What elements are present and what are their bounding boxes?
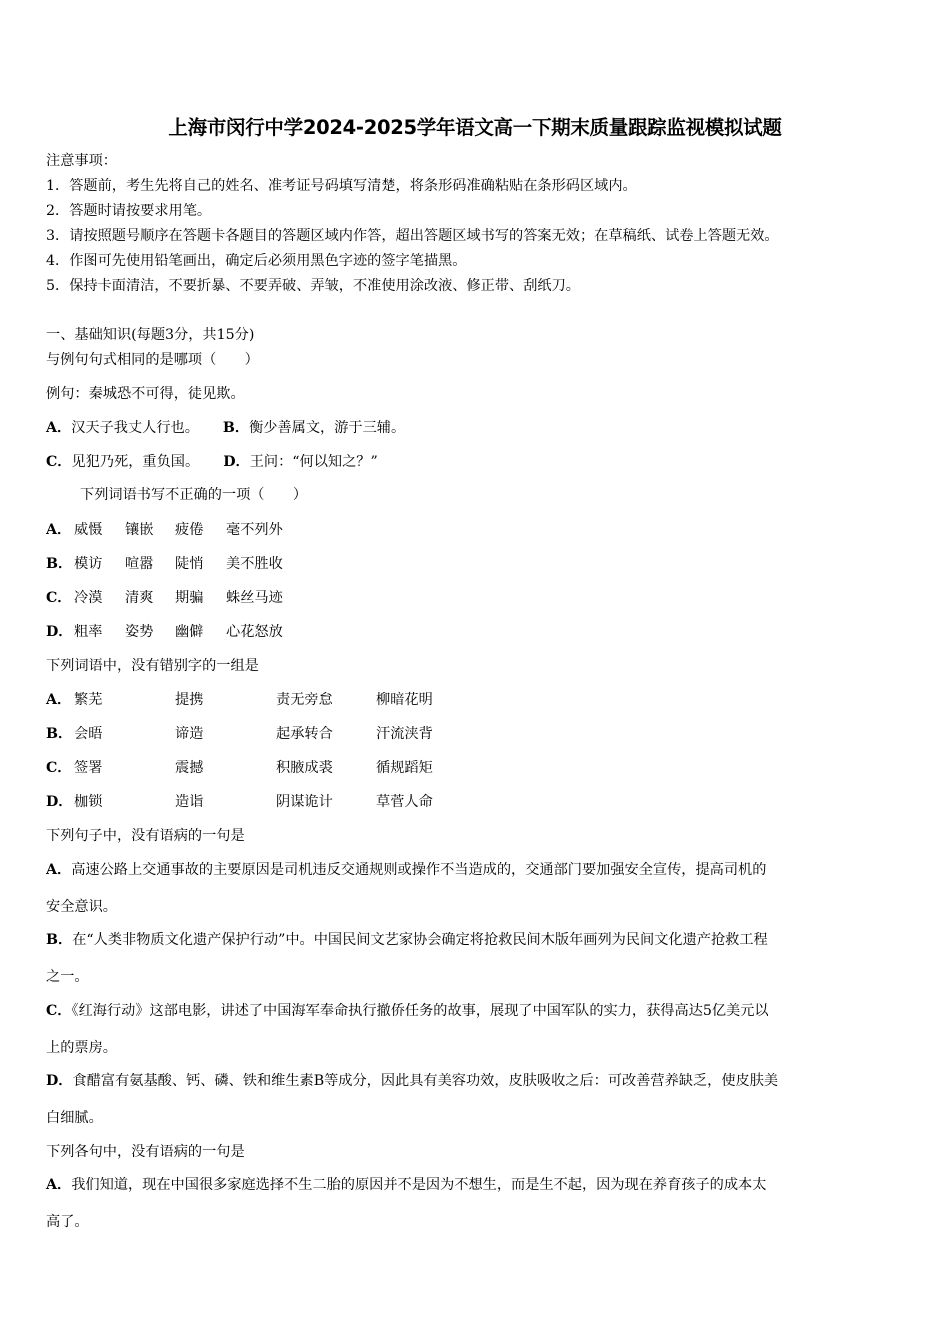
word-option-row xyxy=(46,727,926,745)
question-option-row xyxy=(46,421,405,435)
option-word: 谛造 xyxy=(175,726,204,742)
option-word: 责无旁怠 xyxy=(276,692,333,708)
word-option-row xyxy=(46,557,926,575)
option-line: 高了。 xyxy=(46,1214,89,1230)
option-text: 汉天子我丈人行也。 xyxy=(71,420,199,436)
section-heading: 一、基础知识(每题3分，共15分) xyxy=(46,327,255,343)
word-option-row xyxy=(46,693,926,711)
option-label: C． xyxy=(46,454,72,470)
word-option-row xyxy=(46,625,926,643)
notice-item: 5．保持卡面清洁，不要折暴、不要弄破、弄皱，不准使用涂改液、修正带、刮纸刀。 xyxy=(46,278,580,294)
option-label: B． xyxy=(46,932,73,948)
question-stem: 下列各句中，没有语病的一句是 xyxy=(46,1144,245,1160)
option-text: 我们知道，现在中国很多家庭选择不生二胎的原因并不是因为不想生，而是生不起，因为现在养育孩子的成本太 xyxy=(71,1177,767,1193)
option-word: 喧嚣 xyxy=(125,556,154,572)
option-label: D． xyxy=(46,1073,73,1089)
option-word: 陡悄 xyxy=(175,556,204,572)
option-text: 在“人类非物质文化遗产保护行动”中。中国民间文艺家协会确定将抢救民间木版年画列为民间文化遗产抢救工程 xyxy=(72,932,768,948)
option-line: 之一。 xyxy=(46,969,89,985)
option-label: C． xyxy=(46,1003,72,1019)
option-word: 期骗 xyxy=(175,590,204,606)
option-word: 姿势 xyxy=(125,624,154,640)
word-option-row xyxy=(46,795,926,813)
notice-item: 2．答题时请按要求用笔。 xyxy=(46,203,212,219)
option-line: 上的票房。 xyxy=(46,1040,117,1056)
option-label: B． xyxy=(46,556,73,572)
notice-item: 4．作图可先使用铅笔画出，确定后必须用黑色字迹的签字笔描黑。 xyxy=(46,253,467,269)
option-label: B． xyxy=(222,420,250,436)
notice-item: 3．请按照题号顺序在答题卡各题目的答题区域内作答，超出答题区域书写的答案无效；在草稿纸、试卷上答题无效。 xyxy=(46,228,779,244)
option-line xyxy=(46,1178,766,1192)
option-word: 会晤 xyxy=(74,726,103,742)
option-word: 威慑 xyxy=(74,522,103,538)
option-label: A． xyxy=(46,862,72,878)
option-label: D． xyxy=(223,454,250,470)
option-word: 毫不列外 xyxy=(226,522,283,538)
option-word: 模访 xyxy=(74,556,103,572)
option-word: 心花怒放 xyxy=(226,624,283,640)
option-word: 冷漠 xyxy=(74,590,103,606)
option-line xyxy=(46,863,766,877)
option-text: 《红海行动》这部电影，讲述了中国海军奉命执行撤侨任务的故事，展现了中国军队的实力，获得高达5亿美元以 xyxy=(71,1003,769,1019)
option-word: 签署 xyxy=(74,760,103,776)
option-label: A． xyxy=(46,420,72,436)
option-line: 白细腻。 xyxy=(46,1110,103,1126)
option-word: 提携 xyxy=(175,692,204,708)
option-line xyxy=(46,1004,769,1018)
option-label: A． xyxy=(46,1177,72,1193)
option-word: 柳暗花明 xyxy=(376,692,433,708)
option-label: D． xyxy=(46,624,73,640)
option-label: D． xyxy=(46,794,73,810)
option-label: A． xyxy=(46,522,72,538)
option-label: C． xyxy=(46,590,72,606)
option-text: 衡少善属文，游于三辅。 xyxy=(249,420,406,436)
question-stem: 下列词语书写不正确的一项（ ） xyxy=(80,487,308,503)
option-word: 幽僻 xyxy=(175,624,204,640)
option-word: 造诣 xyxy=(175,794,204,810)
option-word: 循规蹈矩 xyxy=(376,760,433,776)
notice-heading: 注意事项： xyxy=(46,153,117,169)
question-stem: 下列句子中，没有语病的一句是 xyxy=(46,828,245,844)
option-word: 积腋成裘 xyxy=(276,760,333,776)
option-word: 镶嵌 xyxy=(125,522,154,538)
option-word: 繁芜 xyxy=(74,692,103,708)
option-word: 汗流浃背 xyxy=(376,726,433,742)
option-word: 疲倦 xyxy=(175,522,204,538)
option-line xyxy=(46,1074,778,1088)
option-text: 高速公路上交通事故的主要原因是司机违反交通规则或操作不当造成的，交通部门要加强安全宣传，提高司机的 xyxy=(71,862,767,878)
option-label: C． xyxy=(46,760,72,776)
option-word: 枷锁 xyxy=(74,794,103,810)
option-word: 粗率 xyxy=(74,624,103,640)
option-word: 清爽 xyxy=(125,590,154,606)
question-stem: 与例句句式相同的是哪项（ ） xyxy=(46,352,259,368)
word-option-row xyxy=(46,591,926,609)
option-line xyxy=(46,933,768,947)
option-word: 蛛丝马迹 xyxy=(226,590,283,606)
option-word: 美不胜收 xyxy=(226,556,283,572)
option-label: A． xyxy=(46,692,72,708)
option-text: 食醋富有氨基酸、钙、磷、铁和维生素B等成分，因此具有美容功效，皮肤吸收之后：可改善营养缺乏，使皮肤美 xyxy=(72,1073,779,1089)
option-word: 阴谋诡计 xyxy=(276,794,333,810)
word-option-row xyxy=(46,523,926,541)
option-line: 安全意识。 xyxy=(46,899,117,915)
notice-item: 1．答题前，考生先将自己的姓名、准考证号码填写清楚，将条形码准确粘贴在条形码区域内。 xyxy=(46,178,637,194)
option-label: B． xyxy=(46,726,73,742)
word-option-row xyxy=(46,761,926,779)
option-word: 起承转合 xyxy=(276,726,333,742)
option-word: 震撼 xyxy=(175,760,204,776)
option-text: 王问：“何以知之？” xyxy=(249,454,378,470)
question-option-row xyxy=(46,455,378,469)
option-text: 见犯乃死，重负国。 xyxy=(71,454,200,470)
option-word: 草菅人命 xyxy=(376,794,433,810)
page-title: 上海市闵行中学2024-2025学年语文高一下期末质量跟踪监视模拟试题 xyxy=(168,116,782,139)
example-sentence: 例句：秦城恐不可得，徒见欺。 xyxy=(46,386,245,402)
question-stem: 下列词语中，没有错别字的一组是 xyxy=(46,658,259,674)
